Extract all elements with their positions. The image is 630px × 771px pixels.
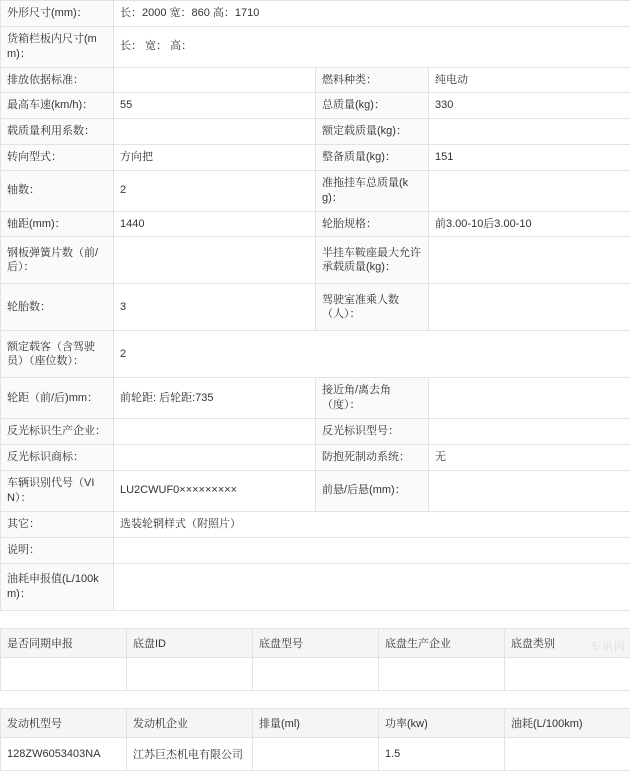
spec-label: 最高车速(km/h)： [1,93,114,119]
spec-value: 长： 宽： 高： [114,26,630,67]
spec-label: 整备质量(kg)： [316,145,429,171]
spec-value [114,563,630,610]
table-header-row [1,708,630,737]
table-row [1,170,630,211]
table-row [1,237,630,284]
spec-label: 半挂车鞍座最大允许承载质量(kg)： [316,237,429,284]
spec-label: 说明： [1,537,114,563]
table-row [1,537,630,563]
spec-label: 轮距（前/后)mm： [1,378,114,419]
spec-value: 330 [429,93,630,119]
spec-value [429,284,630,331]
column-header: 排量(ml) [253,708,379,737]
spec-value [429,419,630,445]
table-row [1,119,630,145]
spec-value [429,170,630,211]
spec-value: 151 [429,145,630,171]
spec-label: 其它： [1,511,114,537]
spec-label: 载质量利用系数： [1,119,114,145]
engine-table [0,708,630,771]
column-header: 发动机型号 [1,708,127,737]
spec-value [114,237,316,284]
spec-label: 总质量(kg)： [316,93,429,119]
spec-value: 1440 [114,211,316,237]
table-row [1,93,630,119]
table-row [1,657,630,690]
spec-label: 轴距(mm)： [1,211,114,237]
spec-label: 燃料种类： [316,67,429,93]
spec-label: 额定载客（含驾驶员）（座位数）： [1,331,114,378]
spec-value: 2 [114,331,630,378]
table-cell: 128ZW6053403NA [1,737,127,770]
spec-label: 轮胎规格： [316,211,429,237]
spec-table-body [1,1,630,611]
spec-label: 驾驶室准乘人数（人）： [316,284,429,331]
watermark: 车讯网 [590,638,626,654]
spec-value: 长：2000 宽：860 高：1710 [114,1,630,27]
column-header: 是否同期申报 [1,628,127,657]
table-row [1,67,630,93]
spec-value: 纯电动 [429,67,630,93]
spec-label: 钢板弹簧片数（前/后）： [1,237,114,284]
chassis-table [0,628,630,691]
table-row [1,284,630,331]
section-gap [0,691,630,708]
table-row [1,563,630,610]
spec-value: 方向把 [114,145,316,171]
table-row [1,378,630,419]
spec-value: LU2CWUF0××××××××× [114,470,316,511]
spec-value: 无 [429,444,630,470]
spec-label: 油耗申报值(L/100km)： [1,563,114,610]
table-row [1,1,630,27]
spec-label: 车辆识别代号（VIN）： [1,470,114,511]
table-row [1,737,630,770]
table-cell [505,657,630,690]
spec-label: 反光标识型号： [316,419,429,445]
spec-value: 55 [114,93,316,119]
spec-label: 额定载质量(kg)： [316,119,429,145]
spec-label: 排放依据标准： [1,67,114,93]
spec-value [114,67,316,93]
column-header: 功率(kw) [379,708,505,737]
spec-value [429,378,630,419]
spec-value [114,419,316,445]
column-header: 发动机企业 [127,708,253,737]
spec-label: 反光标识生产企业： [1,419,114,445]
table-cell [127,657,253,690]
spec-label: 反光标识商标： [1,444,114,470]
column-header: 油耗(L/100km) [505,708,630,737]
spec-value: 前3.00-10后3.00-10 [429,211,630,237]
table-cell [253,737,379,770]
spec-label: 轴数： [1,170,114,211]
section-gap [0,611,630,628]
table-header-row [1,628,630,657]
table-row [1,211,630,237]
spec-label: 前悬/后悬(mm)： [316,470,429,511]
table-row [1,470,630,511]
spec-label: 货箱栏板内尺寸(mm)： [1,26,114,67]
spec-value [114,537,630,563]
spec-value [429,470,630,511]
table-cell [379,657,505,690]
engine-table-body [1,708,630,770]
spec-value: 前轮距: 后轮距:735 [114,378,316,419]
column-header: 底盘型号 [253,628,379,657]
spec-label: 轮胎数： [1,284,114,331]
spec-value: 2 [114,170,316,211]
spec-value: 3 [114,284,316,331]
spec-label: 防抱死制动系统： [316,444,429,470]
spec-label: 接近角/离去角（度）： [316,378,429,419]
table-row [1,26,630,67]
table-cell: 1.5 [379,737,505,770]
chassis-table-body [1,628,630,690]
spec-label: 准拖挂车总质量(kg)： [316,170,429,211]
spec-value [114,119,316,145]
table-row [1,444,630,470]
table-cell [505,737,630,770]
spec-label: 转向型式： [1,145,114,171]
table-row [1,511,630,537]
table-cell: 江苏巨杰机电有限公司 [127,737,253,770]
table-row [1,331,630,378]
spec-value: 选装轮辋样式（附照片） [114,511,630,537]
spec-label: 外形尺寸(mm)： [1,1,114,27]
table-row [1,145,630,171]
spec-value [114,444,316,470]
column-header: 底盘类别 [505,628,630,657]
column-header: 底盘生产企业 [379,628,505,657]
spec-value [429,119,630,145]
table-cell [1,657,127,690]
column-header: 底盘ID [127,628,253,657]
table-cell [253,657,379,690]
table-row [1,419,630,445]
spec-value [429,237,630,284]
